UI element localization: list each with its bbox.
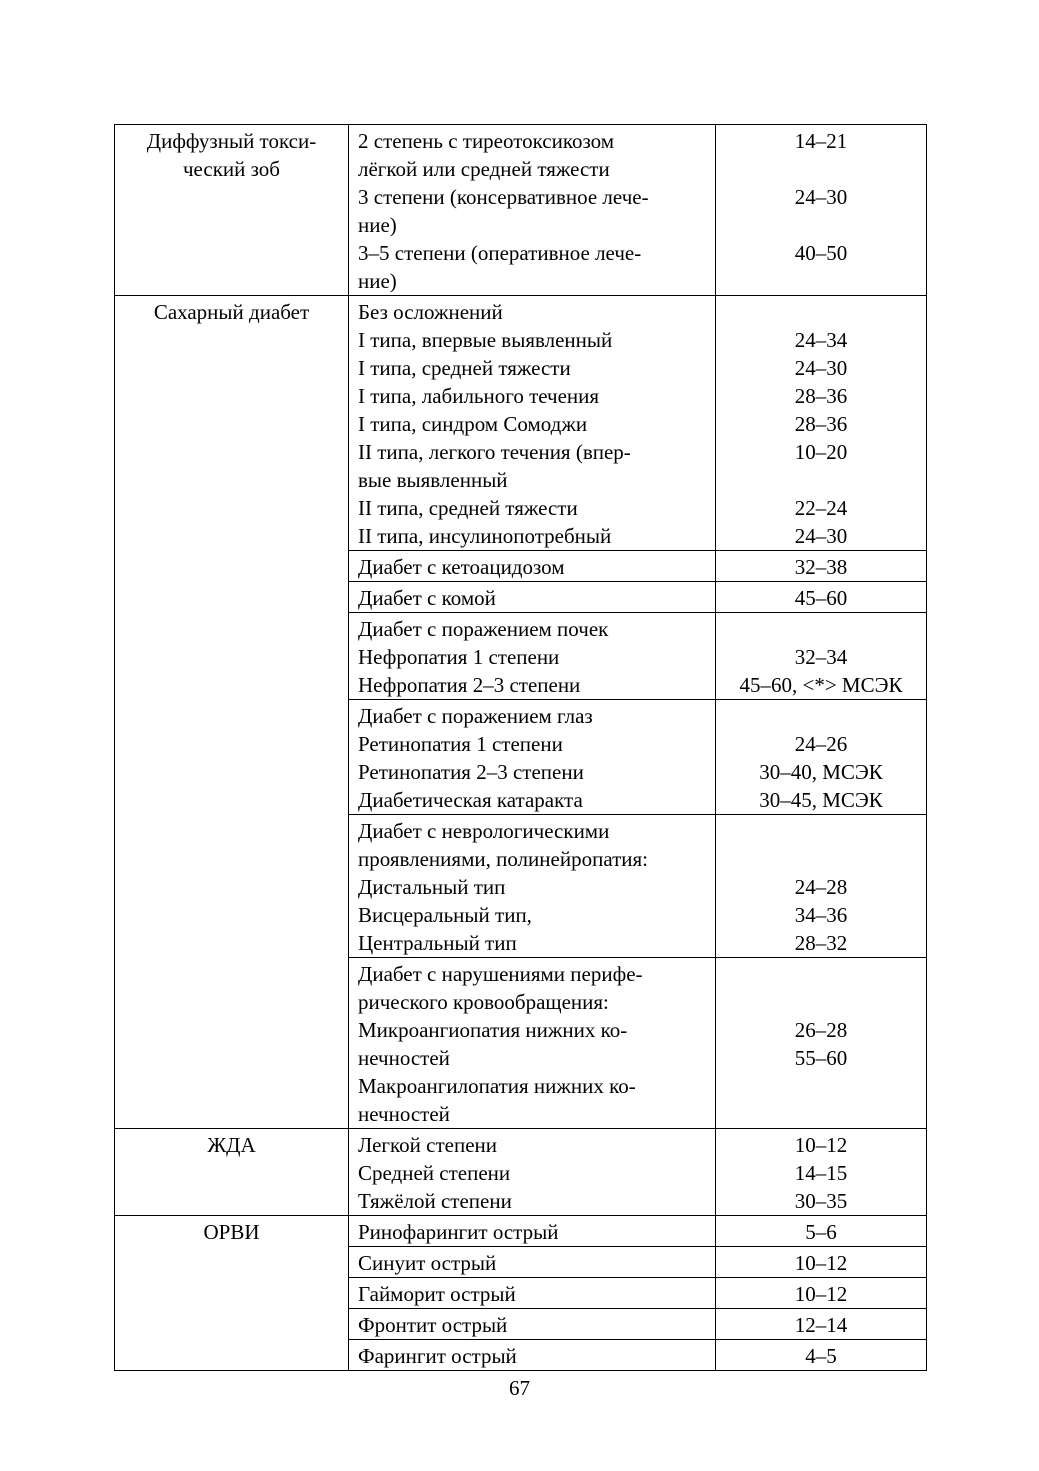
duration-value: 24–34: [794, 328, 848, 352]
duration-value: [720, 298, 922, 326]
duration-cell: [716, 1340, 927, 1371]
duration-value: 40–50: [794, 241, 848, 265]
duration-cell: [716, 551, 927, 582]
duration-value: [720, 960, 922, 988]
condition-line: Центральный тип: [358, 931, 517, 955]
duration-value: [720, 845, 922, 873]
duration-value: [720, 615, 922, 643]
condition-line: Висцеральный тип,: [358, 903, 532, 927]
duration-value: 30–35: [794, 1189, 848, 1213]
duration-value: [720, 155, 922, 183]
condition-line: Макроангилопатия нижних ко-: [358, 1074, 636, 1098]
condition-cell: [349, 1340, 716, 1371]
duration-cell: [716, 582, 927, 613]
condition-cell: [349, 1216, 716, 1247]
condition-line: нечностей: [358, 1102, 450, 1126]
duration-value: 32–38: [794, 555, 848, 579]
condition-cell: [349, 551, 716, 582]
duration-cell: [716, 613, 927, 700]
condition-line: Нефропатия 2–3 степени: [358, 673, 581, 697]
condition-line: Диабет с нарушениями перифе-: [358, 962, 643, 986]
condition-line: Синуит острый: [358, 1251, 497, 1275]
condition-line: II типа, средней тяжести: [358, 496, 578, 520]
duration-value: 30–45, МСЭК: [759, 788, 883, 812]
duration-value: [720, 1072, 922, 1100]
duration-value: 10–12: [794, 1133, 848, 1157]
duration-value: 5–6: [805, 1220, 837, 1244]
duration-cell: [716, 1247, 927, 1278]
table-row: [115, 296, 927, 551]
duration-value: 10–20: [794, 440, 848, 464]
condition-line: Диабет с комой: [358, 586, 496, 610]
condition-line: Средней степени: [358, 1161, 511, 1185]
condition-line: II типа, легкого течения (впер-: [358, 440, 631, 464]
condition-cell: [349, 1129, 716, 1216]
condition-line: 2 степень с тиреотоксикозом: [358, 129, 615, 153]
duration-value: 24–30: [794, 356, 848, 380]
duration-value: [720, 817, 922, 845]
table-row: [115, 125, 927, 296]
condition-line: Гайморит острый: [358, 1282, 516, 1306]
condition-line: Диабет с кетоацидозом: [358, 555, 565, 579]
table-row: [115, 1129, 927, 1216]
duration-value: 26–28: [794, 1018, 848, 1042]
duration-value: 4–5: [805, 1344, 837, 1368]
condition-cell: [349, 1247, 716, 1278]
duration-cell: [716, 1216, 927, 1247]
table-body: [115, 125, 927, 1371]
condition-line: ние): [358, 269, 397, 293]
duration-cell: [716, 815, 927, 958]
duration-value: 10–12: [794, 1251, 848, 1275]
duration-value: 14–21: [794, 129, 848, 153]
duration-value: 24–30: [794, 524, 848, 548]
duration-value: 12–14: [794, 1313, 848, 1337]
condition-line: I типа, впервые выявленный: [358, 328, 613, 352]
duration-value: [720, 702, 922, 730]
condition-line: Фарингит острый: [358, 1344, 517, 1368]
duration-value: [720, 1100, 922, 1128]
condition-cell: [349, 613, 716, 700]
duration-cell: [716, 296, 927, 551]
condition-line: Легкой степени: [358, 1133, 498, 1157]
duration-value: 10–12: [794, 1282, 848, 1306]
duration-cell: [716, 125, 927, 296]
duration-value: 24–26: [794, 732, 848, 756]
duration-cell: [716, 1129, 927, 1216]
condition-line: вые выявленный: [358, 468, 508, 492]
duration-cell: [716, 1309, 927, 1340]
condition-line: Диабетическая катаракта: [358, 788, 583, 812]
duration-value: [720, 466, 922, 494]
condition-line: Нефропатия 1 степени: [358, 645, 560, 669]
condition-line: Фронтит острый: [358, 1313, 508, 1337]
condition-cell: [349, 296, 716, 551]
condition-line: Микроангиопатия нижних ко-: [358, 1018, 628, 1042]
condition-line: I типа, средней тяжести: [358, 356, 571, 380]
duration-value: 55–60: [794, 1046, 848, 1070]
table-row: [115, 1216, 927, 1247]
disease-cell: [115, 1129, 349, 1216]
condition-line: Без осложнений: [358, 300, 503, 324]
condition-cell: [349, 700, 716, 815]
duration-value: [720, 211, 922, 239]
disease-name-line: Диффузный токси-: [146, 129, 317, 153]
disease-cell: [115, 125, 349, 296]
condition-cell: [349, 815, 716, 958]
condition-line: Диабет с поражением глаз: [358, 704, 593, 728]
duration-cell: [716, 700, 927, 815]
condition-cell: [349, 125, 716, 296]
condition-line: I типа, синдром Сомоджи: [358, 412, 588, 436]
condition-line: лёгкой или средней тяжести: [358, 157, 610, 181]
disease-cell: [115, 1216, 349, 1371]
duration-value: 28–36: [794, 412, 848, 436]
condition-line: 3 степени (консервативное лече-: [358, 185, 649, 209]
condition-line: I типа, лабильного течения: [358, 384, 600, 408]
condition-line: Ретинопатия 2–3 степени: [358, 760, 584, 784]
condition-line: Диабет с неврологическими: [358, 819, 610, 843]
duration-cell: [716, 1278, 927, 1309]
disease-name-line: ЖДА: [207, 1133, 256, 1157]
duration-value: 34–36: [794, 903, 848, 927]
duration-value: 30–40, МСЭК: [759, 760, 883, 784]
condition-line: Диабет с поражением почек: [358, 617, 609, 641]
duration-value: 45–60: [794, 586, 848, 610]
duration-value: 24–28: [794, 875, 848, 899]
condition-line: II типа, инсулинопотребный: [358, 524, 612, 548]
condition-line: рического кровообращения:: [358, 990, 609, 1014]
duration-value: 45–60, <*> МСЭК: [739, 673, 903, 697]
condition-line: 3–5 степени (оперативное лече-: [358, 241, 642, 265]
duration-value: 32–34: [794, 645, 848, 669]
disability-duration-table: [114, 124, 927, 1371]
disease-cell: [115, 296, 349, 1129]
condition-cell: [349, 582, 716, 613]
condition-line: Тяжёлой степени: [358, 1189, 512, 1213]
duration-value: 14–15: [794, 1161, 848, 1185]
condition-line: нечностей: [358, 1046, 450, 1070]
duration-value: 24–30: [794, 185, 848, 209]
duration-value: [720, 988, 922, 1016]
disease-name-line: Сахарный диабет: [153, 300, 310, 324]
condition-cell: [349, 958, 716, 1129]
condition-cell: [349, 1278, 716, 1309]
condition-line: Ринофарингит острый: [358, 1220, 559, 1244]
condition-line: проявлениями, полинейропатия:: [358, 847, 649, 871]
duration-value: [720, 267, 922, 295]
page-number: 67: [509, 1376, 530, 1400]
duration-value: 22–24: [794, 496, 848, 520]
disease-name-line: ОРВИ: [203, 1220, 260, 1244]
condition-line: Дистальный тип: [358, 875, 506, 899]
condition-line: ние): [358, 213, 397, 237]
duration-value: 28–36: [794, 384, 848, 408]
disease-name-line: ческий зоб: [182, 157, 280, 181]
condition-line: Ретинопатия 1 степени: [358, 732, 563, 756]
duration-value: 28–32: [794, 931, 848, 955]
condition-cell: [349, 1309, 716, 1340]
duration-cell: [716, 958, 927, 1129]
